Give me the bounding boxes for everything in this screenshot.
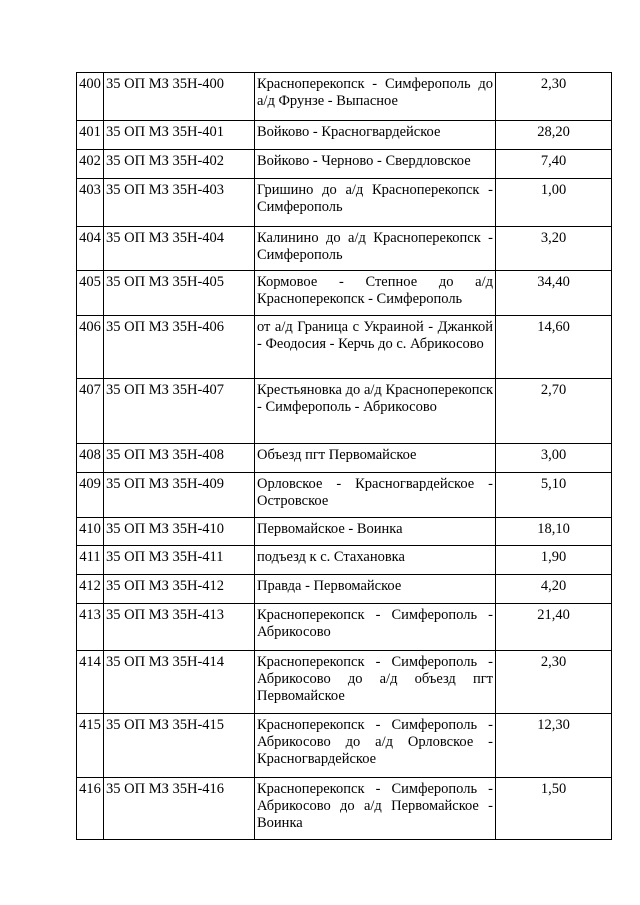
- road-name-cell: [255, 227, 496, 271]
- road-name-cell: [255, 518, 496, 546]
- road-code: 35 ОП МЗ 35Н-408: [106, 447, 225, 463]
- table-row: [77, 473, 612, 518]
- road-length-cell: [496, 316, 612, 379]
- road-length-cell: [496, 651, 612, 714]
- table-row: [77, 179, 612, 227]
- row-number: 402: [79, 153, 101, 169]
- road-length: 18,10: [537, 521, 570, 537]
- road-name-cell: [255, 473, 496, 518]
- road-length-cell: [496, 271, 612, 316]
- road-code: 35 ОП МЗ 35Н-401: [106, 124, 225, 140]
- table-row: [77, 227, 612, 271]
- road-name: Крестьяновка до а/д Красноперекопск - Симферополь - Абрикосово: [257, 382, 493, 415]
- road-name: Калинино до а/д Красноперекопск - Симферополь: [257, 230, 493, 263]
- road-length-cell: [496, 518, 612, 546]
- road-name-cell: [255, 73, 496, 121]
- table-row: [77, 150, 612, 179]
- row-number-cell: [77, 73, 104, 121]
- road-name-cell: [255, 714, 496, 778]
- road-length: 2,30: [540, 654, 567, 670]
- road-code: 35 ОП МЗ 35Н-414: [106, 654, 225, 670]
- row-number-cell: [77, 518, 104, 546]
- road-length-cell: [496, 73, 612, 121]
- table-row: [77, 379, 612, 444]
- road-code-cell: [104, 546, 255, 575]
- road-name: Первомайское - Воинка: [257, 521, 403, 537]
- row-number-cell: [77, 316, 104, 379]
- row-number-cell: [77, 179, 104, 227]
- road-length-cell: [496, 778, 612, 840]
- row-number-cell: [77, 379, 104, 444]
- table-row: [77, 316, 612, 379]
- road-code-cell: [104, 473, 255, 518]
- road-name: Красноперекопск - Симферополь - Абрикосово: [257, 607, 493, 640]
- road-length-cell: [496, 379, 612, 444]
- road-name: подъезд к с. Стахановка: [257, 549, 405, 565]
- road-length: 7,40: [540, 153, 567, 169]
- road-name-cell: [255, 444, 496, 473]
- table-row: [77, 651, 612, 714]
- road-length-cell: [496, 473, 612, 518]
- table-row: [77, 546, 612, 575]
- row-number: 415: [79, 717, 101, 733]
- road-code: 35 ОП МЗ 35Н-411: [106, 549, 224, 565]
- road-code: 35 ОП МЗ 35Н-413: [106, 607, 225, 623]
- road-code: 35 ОП МЗ 35Н-415: [106, 717, 225, 733]
- road-name-cell: [255, 604, 496, 651]
- road-code: 35 ОП МЗ 35Н-416: [106, 781, 225, 797]
- road-name-cell: [255, 379, 496, 444]
- road-length-cell: [496, 714, 612, 778]
- table-row: [77, 714, 612, 778]
- table-row: [77, 121, 612, 150]
- road-name: Красноперекопск - Симферополь до а/д Фрунзе - Выпасное: [257, 76, 493, 109]
- road-name: Красноперекопск - Симферополь - Абрикосово до а/д объезд пгт Первомайское: [257, 654, 493, 704]
- row-number: 400: [79, 76, 101, 92]
- road-name: Войково - Красногвардейское: [257, 124, 441, 140]
- road-code-cell: [104, 575, 255, 604]
- road-code-cell: [104, 778, 255, 840]
- road-code-cell: [104, 518, 255, 546]
- row-number-cell: [77, 121, 104, 150]
- road-code: 35 ОП МЗ 35Н-410: [106, 521, 225, 537]
- road-code-cell: [104, 271, 255, 316]
- road-code: 35 ОП МЗ 35Н-403: [106, 182, 225, 198]
- road-code: 35 ОП МЗ 35Н-412: [106, 578, 225, 594]
- road-code-cell: [104, 651, 255, 714]
- road-length: 3,20: [540, 230, 567, 246]
- road-code: 35 ОП МЗ 35Н-407: [106, 382, 225, 398]
- row-number: 405: [79, 274, 101, 290]
- road-name-cell: [255, 651, 496, 714]
- row-number: 414: [79, 654, 101, 670]
- road-code-cell: [104, 379, 255, 444]
- road-length-cell: [496, 121, 612, 150]
- row-number: 412: [79, 578, 101, 594]
- road-code: 35 ОП МЗ 35Н-404: [106, 230, 225, 246]
- row-number: 407: [79, 382, 101, 398]
- road-name-cell: [255, 778, 496, 840]
- row-number-cell: [77, 271, 104, 316]
- road-code-cell: [104, 150, 255, 179]
- road-code-cell: [104, 604, 255, 651]
- road-length-cell: [496, 575, 612, 604]
- road-length: 21,40: [537, 607, 570, 623]
- road-name-cell: [255, 179, 496, 227]
- road-code: 35 ОП МЗ 35Н-409: [106, 476, 225, 492]
- road-length-cell: [496, 179, 612, 227]
- road-name: от а/д Граница с Украиной - Джанкой - Феодосия - Керчь до с. Абрикосово: [257, 319, 493, 352]
- table-row: [77, 518, 612, 546]
- road-length: 4,20: [540, 578, 567, 594]
- road-code: 35 ОП МЗ 35Н-402: [106, 153, 225, 169]
- row-number-cell: [77, 651, 104, 714]
- road-code-cell: [104, 444, 255, 473]
- table-row: [77, 444, 612, 473]
- table-row: [77, 271, 612, 316]
- road-length-cell: [496, 444, 612, 473]
- row-number: 404: [79, 230, 101, 246]
- road-name: Кормовое - Степное до а/д Красноперекопск - Симферополь: [257, 274, 493, 307]
- road-code-cell: [104, 316, 255, 379]
- road-name-cell: [255, 316, 496, 379]
- table-row: [77, 604, 612, 651]
- road-name-cell: [255, 121, 496, 150]
- road-length-cell: [496, 546, 612, 575]
- road-length: 34,40: [537, 274, 570, 290]
- row-number-cell: [77, 604, 104, 651]
- road-length-cell: [496, 604, 612, 651]
- road-length: 1,90: [540, 549, 567, 565]
- road-length: 2,30: [540, 76, 567, 92]
- row-number-cell: [77, 444, 104, 473]
- row-number: 413: [79, 607, 101, 623]
- road-name: Правда - Первомайское: [257, 578, 402, 594]
- road-name: Гришино до а/д Красноперекопск - Симферополь: [257, 182, 493, 215]
- row-number: 411: [79, 549, 101, 565]
- road-length: 28,20: [537, 124, 570, 140]
- road-name-cell: [255, 575, 496, 604]
- road-name: Орловское - Красногвардейское - Островское: [257, 476, 493, 509]
- road-length: 14,60: [537, 319, 570, 335]
- row-number-cell: [77, 473, 104, 518]
- road-name-cell: [255, 271, 496, 316]
- road-length: 1,50: [540, 781, 567, 797]
- row-number: 409: [79, 476, 101, 492]
- road-name: Войково - Черново - Свердловское: [257, 153, 471, 169]
- road-name: Красноперекопск - Симферополь - Абрикосово до а/д Первомайское - Воинка: [257, 781, 493, 831]
- road-code-cell: [104, 714, 255, 778]
- row-number: 416: [79, 781, 101, 797]
- roads-table: [76, 72, 612, 840]
- row-number: 401: [79, 124, 101, 140]
- road-length: 2,70: [540, 382, 567, 398]
- row-number-cell: [77, 227, 104, 271]
- table-row: [77, 575, 612, 604]
- row-number-cell: [77, 714, 104, 778]
- road-code: 35 ОП МЗ 35Н-406: [106, 319, 225, 335]
- road-name-cell: [255, 546, 496, 575]
- road-code-cell: [104, 73, 255, 121]
- row-number: 406: [79, 319, 101, 335]
- row-number-cell: [77, 546, 104, 575]
- row-number-cell: [77, 575, 104, 604]
- roads-table-body: [77, 73, 612, 840]
- road-length-cell: [496, 150, 612, 179]
- table-row: [77, 778, 612, 840]
- road-code-cell: [104, 121, 255, 150]
- road-length: 12,30: [537, 717, 570, 733]
- row-number: 410: [79, 521, 101, 537]
- road-name: Красноперекопск - Симферополь - Абрикосово до а/д Орловское - Красногвардейское: [257, 717, 493, 767]
- road-length: 1,00: [540, 182, 567, 198]
- row-number-cell: [77, 150, 104, 179]
- row-number: 403: [79, 182, 101, 198]
- road-code-cell: [104, 227, 255, 271]
- road-length: 5,10: [540, 476, 567, 492]
- road-code: 35 ОП МЗ 35Н-400: [106, 76, 225, 92]
- row-number: 408: [79, 447, 101, 463]
- road-name-cell: [255, 150, 496, 179]
- road-length-cell: [496, 227, 612, 271]
- road-code: 35 ОП МЗ 35Н-405: [106, 274, 225, 290]
- road-code-cell: [104, 179, 255, 227]
- road-length: 3,00: [540, 447, 567, 463]
- table-row: [77, 73, 612, 121]
- road-name: Объезд пгт Первомайское: [257, 447, 417, 463]
- row-number-cell: [77, 778, 104, 840]
